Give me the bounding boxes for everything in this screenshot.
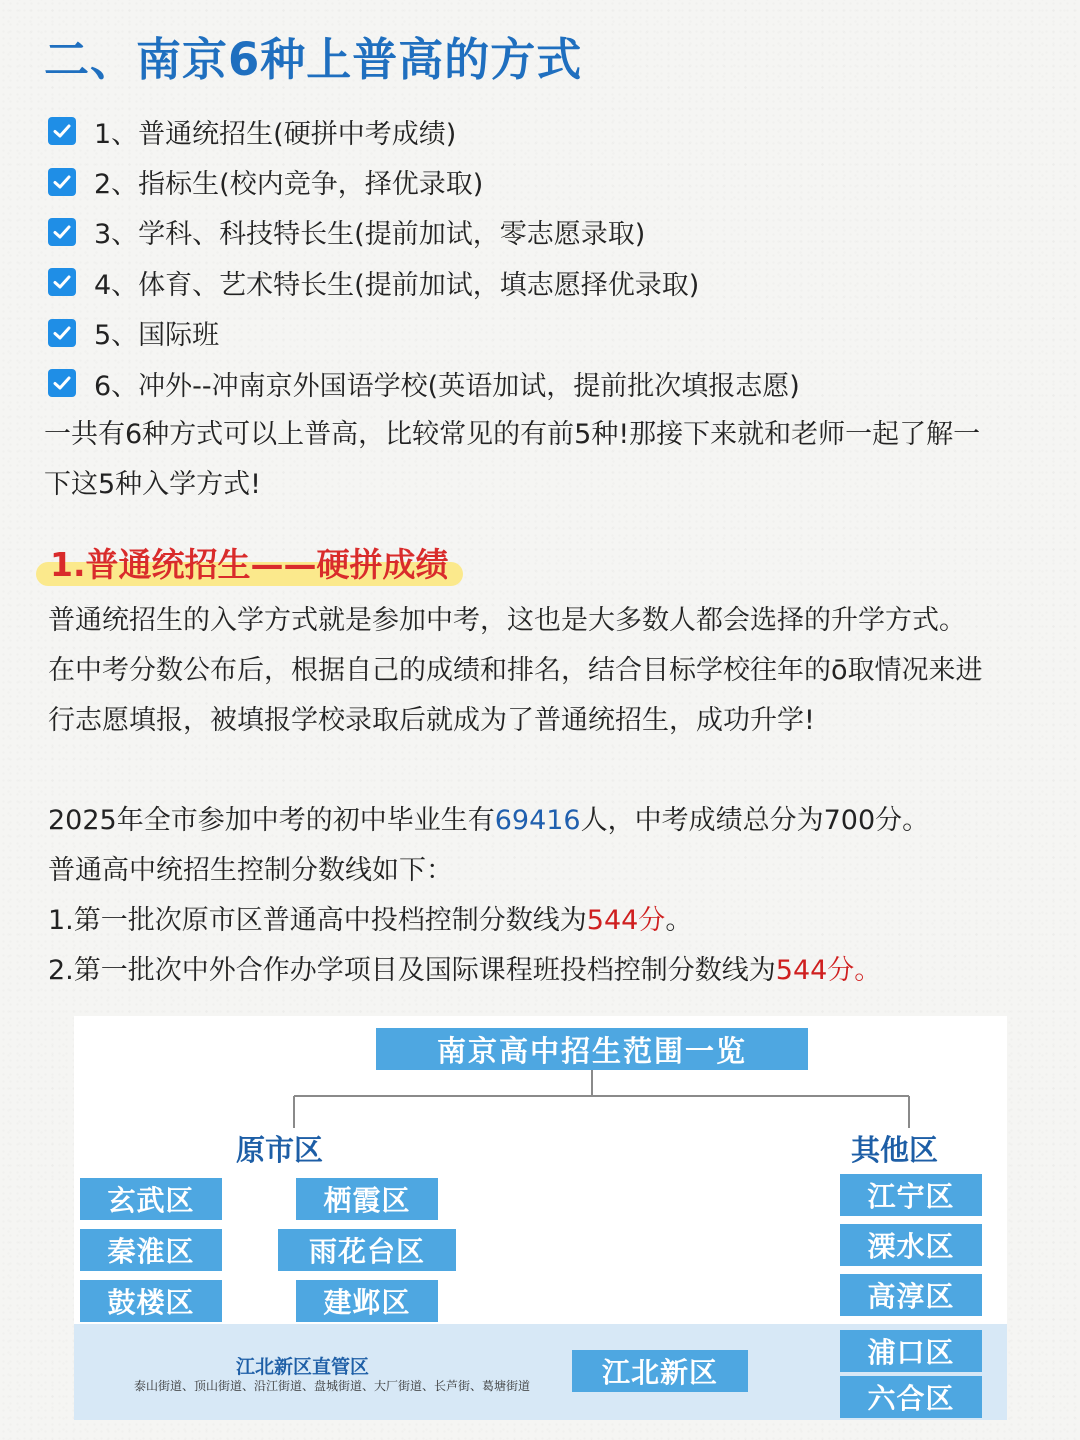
checkbox-checked-icon [48, 218, 76, 246]
section-paragraph [48, 596, 1058, 746]
stats-text: 1.第一批次原市区普通高中投档控制分数线为 [48, 905, 587, 936]
district-box: 鼓楼区 [80, 1280, 222, 1322]
district-box: 秦淮区 [80, 1229, 222, 1271]
checklist-item [48, 358, 1058, 408]
district-box: 高淳区 [840, 1274, 982, 1316]
checkbox-checked-icon [48, 117, 76, 145]
district-box: 玄武区 [80, 1178, 222, 1220]
jiangbei-direct-label: 江北新区直管区 [236, 1356, 370, 1378]
checklist-item-label: 3、学科、科技特长生(提前加试，零志愿录取) [94, 219, 646, 251]
checklist-item-label: 2、指标生(校内竞争，择优录取) [94, 169, 484, 201]
stats-text: 。 [665, 905, 693, 936]
district-box: 江宁区 [840, 1174, 982, 1216]
checklist-item [48, 308, 1058, 358]
checklist-item-label: 5、国际班 [94, 320, 220, 352]
student-count: 69416 [494, 805, 581, 836]
method-checklist [48, 106, 1058, 408]
checklist-item [48, 106, 1058, 156]
summary-paragraph [44, 410, 1044, 510]
paragraph-line: 行志愿填报，被填报学校录取后就成为了普通统招生，成功升学! [48, 705, 815, 736]
district-box: 溧水区 [840, 1224, 982, 1266]
stats-text: 2.第一批次中外合作办学项目及国际课程班投档控制分数线为 [48, 955, 776, 986]
district-box: 雨花台区 [278, 1229, 456, 1271]
map-title: 南京高中招生范围一览 [376, 1028, 808, 1070]
jiangbei-streets: 泰山街道、顶山街道、沿江街道、盘城街道、大厂街道、长芦街、葛塘街道 [133, 1379, 530, 1393]
checklist-item-label: 6、冲外--冲南京外国语学校(英语加试，提前批次填报志愿) [94, 370, 800, 402]
checkbox-checked-icon [48, 268, 76, 296]
checkbox-checked-icon [48, 369, 76, 397]
district-box: 建邺区 [296, 1280, 438, 1322]
district-map-diagram [74, 1016, 1007, 1420]
checklist-item-label: 4、体育、艺术特长生(提前加试，填志愿择优录取) [94, 269, 700, 301]
paragraph-line: 在中考分数公布后，根据自己的成绩和排名，结合目标学校往年的ō取情况来进 [48, 655, 983, 686]
section-heading [36, 538, 463, 592]
stats-line: 普通高中统招生控制分数线如下： [48, 855, 453, 886]
checklist-item [48, 257, 1058, 307]
stats-line [48, 896, 1058, 946]
stats-line [48, 946, 1058, 996]
group-label-other: 其他区 [851, 1133, 939, 1167]
checkbox-checked-icon [48, 319, 76, 347]
district-box-jiangbei: 江北新区 [572, 1350, 748, 1392]
stats-text: 人，中考成绩总分为700分。 [580, 805, 930, 836]
score-line-1: 544分 [586, 905, 666, 936]
summary-line: 一共有6种方式可以上普高，比较常见的有前5种!那接下来就和老师一起了解一 [44, 419, 981, 450]
district-box: 浦口区 [840, 1330, 982, 1372]
score-line-2: 544分。 [775, 955, 882, 986]
checklist-item [48, 156, 1058, 206]
stats-text: 2025年全市参加中考的初中毕业生有 [48, 805, 495, 836]
page-title: 二、南京6种上普高的方式 [44, 33, 583, 86]
checklist-item-label: 1、普通统招生(硬拼中考成绩) [94, 118, 457, 150]
stats-line [48, 796, 1058, 846]
district-box: 栖霞区 [296, 1178, 438, 1220]
checkbox-checked-icon [48, 168, 76, 196]
summary-line: 下这5种入学方式! [44, 469, 262, 500]
group-label-old-city: 原市区 [236, 1133, 324, 1167]
district-box: 六合区 [840, 1376, 982, 1418]
section-heading-text: 1.普通统招生——硬拼成绩 [50, 545, 449, 584]
stats-paragraph [48, 796, 1058, 996]
checklist-item [48, 207, 1058, 257]
paragraph-line: 普通统招生的入学方式就是参加中考，这也是大多数人都会选择的升学方式。 [48, 605, 966, 636]
